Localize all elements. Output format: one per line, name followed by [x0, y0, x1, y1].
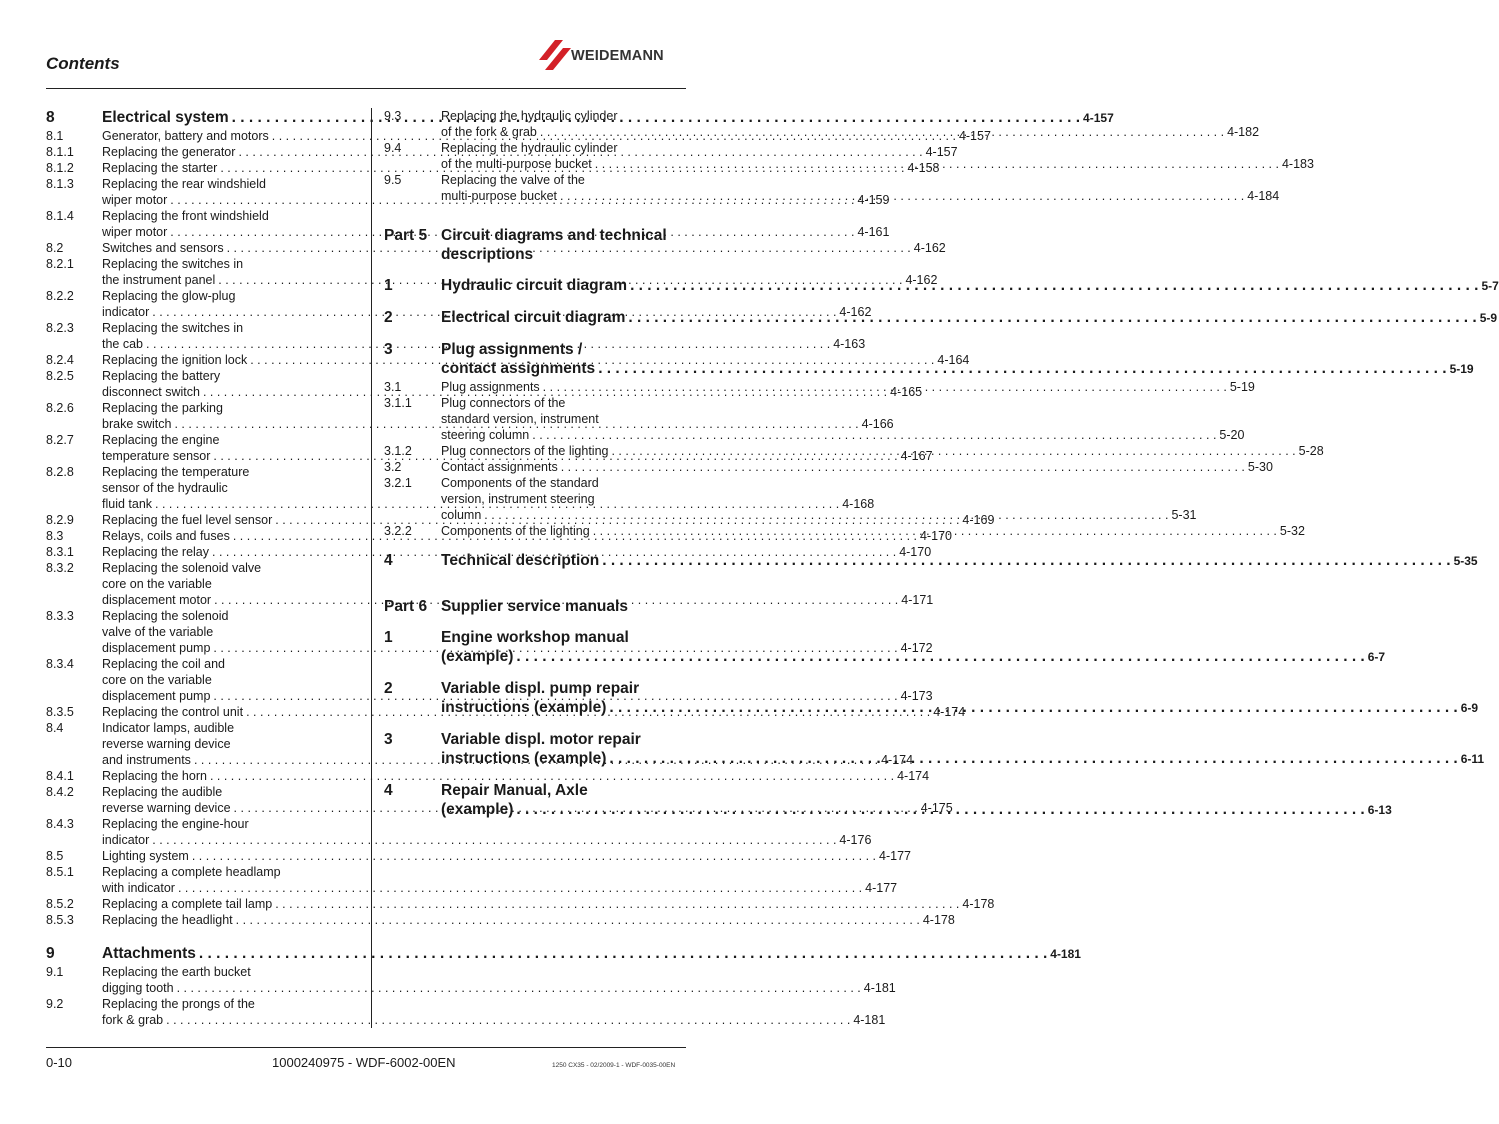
- toc-page-number: 4-182: [1227, 125, 1260, 139]
- toc-page-number: 4-178: [962, 897, 995, 911]
- toc-number: 8.2.6: [46, 401, 74, 415]
- toc-title: [441, 140, 1314, 172]
- toc-title-line: displacement pump: [102, 689, 211, 703]
- toc-title-line: Replacing the switches in: [102, 321, 244, 335]
- toc-title-line: valve of the variable: [102, 625, 214, 639]
- toc-title-line: temperature sensor: [102, 449, 211, 463]
- toc-title-line: Replacing the front windshield: [102, 209, 269, 223]
- toc-title-line: Supplier service manuals: [441, 598, 628, 615]
- toc-leader-dots: [484, 507, 1168, 523]
- toc-number: 8.1.3: [46, 177, 74, 191]
- toc-title-line: indicator: [102, 833, 150, 847]
- toc-leader-dots: [177, 980, 861, 996]
- toc-title-line: Variable displ. motor repair: [441, 731, 641, 748]
- toc-page-number: 4-183: [1281, 157, 1314, 171]
- toc-title: [441, 443, 1324, 459]
- toc-title-line: Generator, battery and motors: [102, 129, 269, 143]
- toc-number: 9.5: [384, 173, 402, 187]
- toc-title-line: Attachments: [102, 945, 196, 962]
- document-number: 1000240975 - WDF-6002-00EN: [272, 1055, 456, 1070]
- toc-title-line: Replacing the ignition lock: [102, 353, 248, 367]
- toc-number: 8.3: [46, 529, 64, 543]
- toc-title: [441, 172, 1279, 204]
- toc-page-number: 5-31: [1171, 508, 1197, 522]
- toc-leader-dots: [609, 698, 1457, 717]
- toc-title-line: Replacing the coil and: [102, 657, 225, 671]
- toc-leader-dots: [543, 379, 1227, 395]
- toc-number: 8.2.1: [46, 257, 74, 271]
- toc-page-number: 5-28: [1298, 444, 1324, 458]
- toc-number: 2: [384, 309, 393, 326]
- toc-chapter[interactable]: [384, 226, 686, 264]
- toc-number: 2: [384, 680, 393, 697]
- toc-title-line: Electrical system: [102, 109, 229, 126]
- toc-title-line: digging tooth: [102, 981, 174, 995]
- toc-title-line: with indicator: [102, 881, 175, 895]
- toc-title-line: indicator: [102, 305, 150, 319]
- toc-number: 8.2.3: [46, 321, 74, 335]
- toc-number: 3.2: [384, 460, 402, 474]
- toc-title-line: Replacing the parking: [102, 401, 223, 415]
- toc-number: 1: [384, 629, 393, 646]
- toc-page-number: 4-177: [879, 849, 912, 863]
- toc-leader-dots: [532, 427, 1216, 443]
- toc-number: 4: [384, 782, 393, 799]
- toc-title-line: of the fork & grab: [441, 125, 537, 139]
- toc-page-number: 4-169: [962, 513, 995, 527]
- toc-page-number: 4-167: [900, 449, 933, 463]
- toc-number: 8.2.8: [46, 465, 74, 479]
- toc-title-line: Technical description: [441, 552, 600, 569]
- toc-page-number: 6-9: [1460, 701, 1479, 715]
- toc-title-line: the instrument panel: [102, 273, 216, 287]
- toc-number: 8.4: [46, 721, 64, 735]
- toc-title-line: wiper motor: [102, 225, 168, 239]
- toc-title-line: Replacing the headlight: [102, 913, 233, 927]
- toc-page-number: 4-163: [833, 337, 866, 351]
- toc-title: [441, 308, 1497, 328]
- toc-title-line: Replacing a complete headlamp: [102, 865, 281, 879]
- toc-page-number: 6-13: [1367, 803, 1392, 817]
- toc-number: 3: [384, 341, 393, 358]
- toc-title: [102, 944, 1081, 964]
- toc-title-line: reverse warning device: [102, 801, 231, 815]
- toc-page-number: 4-184: [1247, 189, 1280, 203]
- toc-title-line: Replacing a complete tail lamp: [102, 897, 273, 911]
- toc-number: 9.2: [46, 997, 64, 1011]
- toc-number: 1: [384, 277, 393, 294]
- toc-title: [441, 459, 1273, 475]
- toc-title-line: Replacing the starter: [102, 161, 218, 175]
- toc-title-line: Plug connectors of the lighting: [441, 444, 609, 458]
- toc-page-number: 5-32: [1279, 524, 1305, 538]
- toc-page-number: 4-157: [925, 145, 958, 159]
- brand-name: WEIDEMANN: [571, 48, 664, 64]
- toc-title-line: Replacing the solenoid valve: [102, 561, 262, 575]
- toc-leader-dots: [602, 551, 1450, 570]
- toc-title-line: Replacing the engine: [102, 433, 220, 447]
- toc-number: Part 6: [384, 598, 428, 615]
- toc-title-line: Components of the standard: [441, 476, 599, 490]
- toc-page-number: 4-176: [839, 833, 872, 847]
- toc-number: 9.3: [384, 109, 402, 123]
- toc-title: [102, 896, 994, 912]
- toc-title-line: Replacing the control unit: [102, 705, 244, 719]
- toc-leader-dots: [199, 944, 1047, 963]
- toc-leader-dots: [609, 749, 1457, 768]
- toc-number: 9: [46, 945, 55, 962]
- toc-page-number: 4-157: [1083, 111, 1114, 125]
- toc-title-line: Replacing the engine-hour: [102, 817, 249, 831]
- toc-leader-dots: [595, 156, 1279, 172]
- toc-title: [102, 912, 955, 928]
- toc-page-number: 4-174: [881, 753, 914, 767]
- toc-leader-dots: [593, 523, 1277, 539]
- toc-page-number: 4-157: [958, 129, 991, 143]
- toc-page-number: 5-35: [1453, 554, 1478, 568]
- toc-number: 8.4.3: [46, 817, 74, 831]
- toc-leader-dots: [598, 359, 1446, 378]
- toc-title: [441, 597, 686, 616]
- toc-title: [441, 523, 1305, 539]
- toc-number: 8.5.2: [46, 897, 74, 911]
- toc-page-number: 4-172: [900, 641, 933, 655]
- toc-title-line: Plug connectors of the: [441, 396, 566, 410]
- toc-title-line: Replacing the audible: [102, 785, 223, 799]
- toc-entry[interactable]: [46, 544, 932, 560]
- toc-title: [102, 816, 871, 848]
- toc-title: [102, 964, 896, 996]
- toc-title-line: reverse warning device: [102, 737, 231, 751]
- toc-number: 3.1: [384, 380, 402, 394]
- toc-page-number: 4-161: [857, 225, 890, 239]
- toc-entry[interactable]: [46, 964, 896, 996]
- toc-title-line: contact assignments: [441, 360, 596, 377]
- toc-title-line: Electrical circuit diagram: [441, 309, 626, 326]
- toc-title-line: Replacing the solenoid: [102, 609, 229, 623]
- toc-title-line: core on the variable: [102, 577, 212, 591]
- toc-title: [102, 848, 911, 864]
- toc-page-number: 4-159: [857, 193, 890, 207]
- toc-number: 8.2.7: [46, 433, 74, 447]
- toc-title-line: Plug assignments /: [441, 341, 583, 358]
- toc-number: 8.5: [46, 849, 64, 863]
- toc-leader-dots: [561, 459, 1245, 475]
- toc-leader-dots: [275, 896, 959, 912]
- toc-title-line: Components of the lighting: [441, 524, 590, 538]
- toc-title-line: Replacing the temperature: [102, 465, 250, 479]
- toc-page-number: 4-162: [913, 241, 946, 255]
- toc-number: 4: [384, 552, 393, 569]
- toc-entry[interactable]: [46, 848, 912, 864]
- header-rule: [46, 88, 686, 89]
- toc-page-number: 4-158: [907, 161, 940, 175]
- toc-title: [441, 781, 1392, 820]
- toc-title: [102, 864, 897, 896]
- toc-title: [441, 108, 1259, 140]
- toc-title-line: Replacing the rear windshield: [102, 177, 266, 191]
- toc-title-line: of the multi-purpose bucket: [441, 157, 592, 171]
- toc-title-line: Relays, coils and fuses: [102, 529, 230, 543]
- toc-number: 8.2.5: [46, 369, 74, 383]
- toc-title-line: brake switch: [102, 417, 172, 431]
- toc-title-line: (example): [441, 648, 514, 665]
- toc-title-line: Lighting system: [102, 849, 189, 863]
- toc-entry[interactable]: [46, 896, 995, 912]
- toc-number: 8: [46, 109, 55, 126]
- toc-title-line: instructions (example): [441, 750, 607, 767]
- document-reference: 1250 CX35 - 02/2009-1 - WDF-0035-00EN: [552, 1062, 676, 1069]
- toc-number: 3.1.2: [384, 444, 412, 458]
- toc-page-number: 4-166: [861, 417, 894, 431]
- toc-page-number: 4-174: [897, 769, 930, 783]
- toc-page-number: 4-165: [890, 385, 923, 399]
- toc-title-line: Replacing the generator: [102, 145, 236, 159]
- weidemann-logo: [533, 36, 693, 76]
- toc-title-line: Variable displ. pump repair: [441, 680, 640, 697]
- toc-page-number: 5-9: [1479, 311, 1498, 325]
- toc-page-number: 5-19: [1229, 380, 1255, 394]
- toc-chapter[interactable]: [384, 597, 686, 616]
- toc-title-line: Repair Manual, Axle: [441, 782, 588, 799]
- toc-title-line: Replacing the switches in: [102, 257, 244, 271]
- weidemann-logo-icon: [533, 36, 573, 76]
- toc-leader-dots: [611, 443, 1295, 459]
- toc-title-line: Indicator lamps, audible: [102, 721, 235, 735]
- toc-page-number: 4-164: [937, 353, 970, 367]
- toc-entry[interactable]: [46, 768, 930, 784]
- toc-page-number: 6-11: [1460, 752, 1485, 766]
- toc-page-number: 4-178: [922, 913, 955, 927]
- toc-title-line: Replacing the hydraulic cylinder: [441, 141, 618, 155]
- toc-page-number: 5-30: [1247, 460, 1273, 474]
- toc-leader-dots: [628, 308, 1476, 327]
- toc-leader-dots: [236, 912, 920, 928]
- toc-title-line: instructions (example): [441, 699, 607, 716]
- toc-page-number: 4-174: [933, 705, 966, 719]
- toc-title-line: and instruments: [102, 753, 191, 767]
- toc-number: 8.2.4: [46, 353, 74, 367]
- toc-leader-dots: [516, 647, 1364, 666]
- toc-number: 8.4.1: [46, 769, 74, 783]
- toc-title-line: disconnect switch: [102, 385, 200, 399]
- toc-title: [441, 730, 1484, 769]
- toc-entry[interactable]: [46, 816, 872, 848]
- toc-title: [441, 379, 1255, 395]
- toc-leader-dots: [166, 1012, 850, 1028]
- toc-number: 8.1.2: [46, 161, 74, 175]
- toc-title-line: column: [441, 508, 482, 522]
- toc-title-line: Replacing the relay: [102, 545, 210, 559]
- toc-number: 8.1.4: [46, 209, 74, 223]
- toc-page-number: 4-170: [899, 545, 932, 559]
- toc-title-line: Switches and sensors: [102, 241, 224, 255]
- toc-title-line: version, instrument steering: [441, 492, 595, 506]
- toc-title: [441, 276, 1499, 296]
- toc-leader-dots: [630, 276, 1478, 295]
- toc-number: 8.2: [46, 241, 64, 255]
- toc-page-number: 4-181: [863, 981, 896, 995]
- toc-leader-dots: [178, 880, 862, 896]
- toc-title-line: Plug assignments: [441, 380, 540, 394]
- page-number: 0-10: [46, 1055, 73, 1070]
- toc-title: [441, 475, 1197, 523]
- toc-number: 8.1: [46, 129, 64, 143]
- toc-title-line: fluid tank: [102, 497, 153, 511]
- toc-page-number: 4-177: [865, 881, 898, 895]
- toc-page-number: 5-20: [1219, 428, 1245, 442]
- toc-title: [441, 628, 1385, 667]
- toc-title: [441, 679, 1478, 718]
- toc-title-line: Replacing the battery: [102, 369, 221, 383]
- toc-leader-dots: [540, 124, 1224, 140]
- toc-title-line: the cab: [102, 337, 144, 351]
- toc-title-line: standard version, instrument: [441, 412, 599, 426]
- toc-number: Part 5: [384, 227, 428, 244]
- toc-entry[interactable]: [46, 864, 898, 896]
- toc-page-number: 4-162: [839, 305, 872, 319]
- toc-leader-dots: [560, 188, 1244, 204]
- toc-entry[interactable]: [46, 352, 970, 368]
- toc-page-number: 4-171: [901, 593, 934, 607]
- toc-title-line: steering column: [441, 428, 530, 442]
- toc-title: [441, 226, 686, 264]
- toc-number: 8.3.1: [46, 545, 74, 559]
- toc-page-number: 4-173: [900, 689, 933, 703]
- toc-title: [102, 996, 885, 1028]
- toc-page-number: 4-175: [920, 801, 953, 815]
- toc-number: 8.4.2: [46, 785, 74, 799]
- toc-title: [441, 340, 1474, 379]
- toc-entry[interactable]: [46, 996, 886, 1028]
- toc-leader-dots: [152, 832, 836, 848]
- toc-number: 8.2.9: [46, 513, 74, 527]
- toc-title-line: Hydraulic circuit diagram: [441, 277, 628, 294]
- toc-leader-dots: [516, 800, 1364, 819]
- toc-title-line: Circuit diagrams and technical: [441, 227, 667, 244]
- toc-title-line: sensor of the hydraulic: [102, 481, 228, 495]
- toc-entry[interactable]: [46, 912, 955, 928]
- toc-number: 3.2.2: [384, 524, 412, 538]
- toc-number: 8.5.3: [46, 913, 74, 927]
- toc-page-number: 4-181: [853, 1013, 886, 1027]
- toc-title-line: core on the variable: [102, 673, 212, 687]
- toc-title-line: Replacing the glow-plug: [102, 289, 236, 303]
- toc-title-line: Replacing the valve of the: [441, 173, 585, 187]
- toc-title-line: Replacing the fuel level sensor: [102, 513, 273, 527]
- toc-title: [441, 395, 1244, 443]
- toc-page-number: 5-19: [1449, 362, 1474, 376]
- toc-title-line: displacement motor: [102, 593, 212, 607]
- toc-number: 3: [384, 731, 393, 748]
- toc-title-line: displacement pump: [102, 641, 211, 655]
- toc-page-number: 4-162: [905, 273, 938, 287]
- toc-number: 8.2.2: [46, 289, 74, 303]
- toc-page-number: 5-7: [1481, 279, 1499, 293]
- toc-number: 3.2.1: [384, 476, 412, 490]
- toc-title-line: multi-purpose bucket: [441, 189, 558, 203]
- toc-title-line: wiper motor: [102, 193, 168, 207]
- toc-entry[interactable]: [384, 459, 1273, 475]
- toc-page-number: 6-7: [1367, 650, 1386, 664]
- toc-title-line: descriptions: [441, 246, 534, 263]
- toc-number: 8.1.1: [46, 145, 74, 159]
- toc-title-line: fork & grab: [102, 1013, 164, 1027]
- toc-number: 9.4: [384, 141, 402, 155]
- toc-title: [441, 551, 1478, 571]
- toc-chapter[interactable]: [46, 944, 1081, 964]
- toc-leader-dots: [192, 848, 876, 864]
- toc-title-line: Replacing the prongs of the: [102, 997, 255, 1011]
- toc-page-number: 4-170: [920, 529, 952, 543]
- page-title: Contents: [46, 54, 120, 73]
- toc-number: 8.3.5: [46, 705, 74, 719]
- toc-number: 8.5.1: [46, 865, 74, 879]
- toc-title-line: Replacing the horn: [102, 769, 207, 783]
- toc-title-line: Engine workshop manual: [441, 629, 629, 646]
- toc-number: 3.1.1: [384, 396, 412, 410]
- toc-title-line: (example): [441, 801, 514, 818]
- toc-number: 8.3.3: [46, 609, 74, 623]
- toc-page-number: 4-168: [842, 497, 875, 511]
- toc-number: 8.3.2: [46, 561, 74, 575]
- toc-title-line: Replacing the earth bucket: [102, 965, 251, 979]
- toc-number: 9.1: [46, 965, 64, 979]
- footer-rule: [46, 1047, 686, 1048]
- toc-number: 8.3.4: [46, 657, 74, 671]
- toc-page-number: 4-181: [1050, 947, 1081, 961]
- toc-title-line: Replacing the hydraulic cylinder: [441, 109, 618, 123]
- toc-title-line: Contact assignments: [441, 460, 558, 474]
